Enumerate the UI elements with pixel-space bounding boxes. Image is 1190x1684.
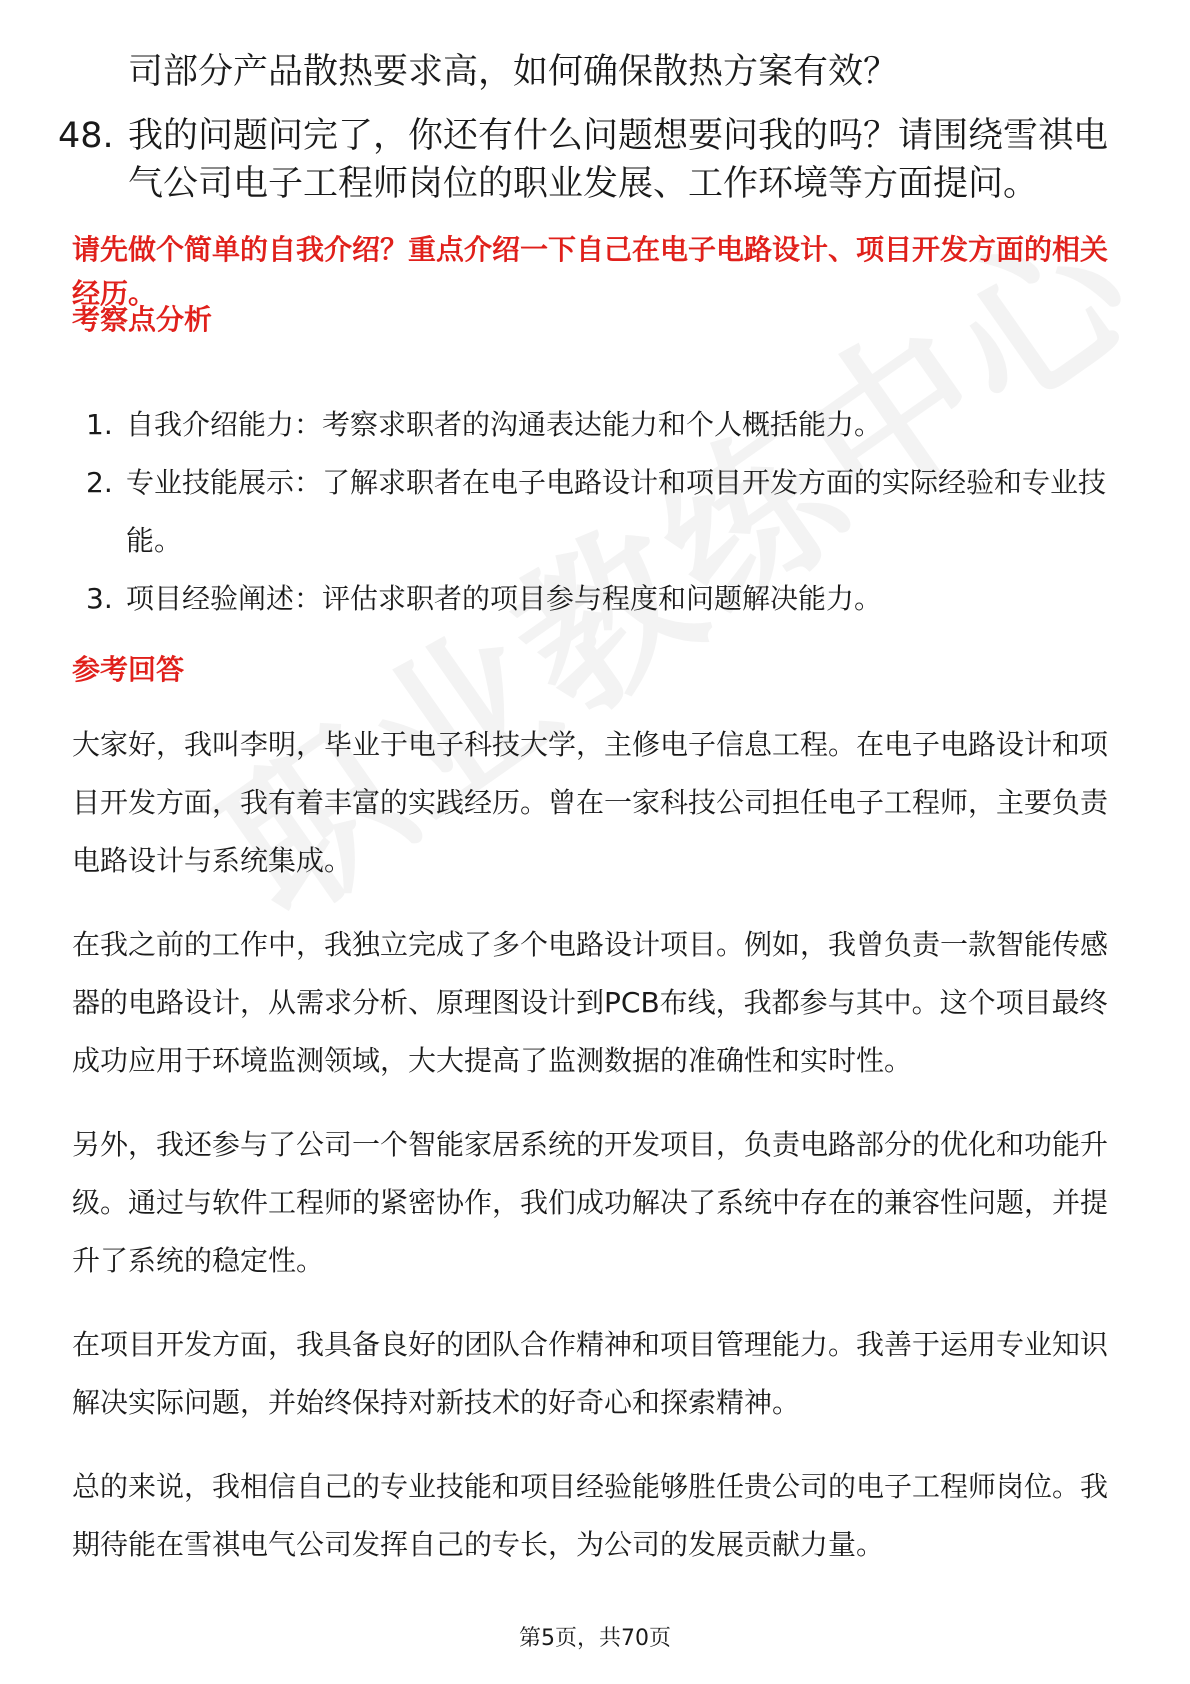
list-item [72,396,1122,454]
list-item-number: 2. [86,466,113,499]
list-item-number: 3. [86,582,113,615]
answer-paragraph: 另外，我还参与了公司一个智能家居系统的开发项目，负责电路部分的优化和功能升级。通过与软件工程师的紧密协作，我们成功解决了系统中存在的兼容性问题，并提升了系统的稳定性。 [72,1128,1109,1277]
page-number: 第5页，共70页 [519,1626,671,1651]
answer-paragraph: 总的来说，我相信自己的专业技能和项目经验能够胜任贵公司的电子工程师岗位。我期待能在雪祺电气公司发挥自己的专长，为公司的发展贡献力量。 [72,1470,1109,1561]
answer-heading: 参考回答 [72,653,185,686]
list-item-text: 项目经验阐述：评估求职者的项目参与程度和问题解决能力。 [126,582,883,615]
list-item [72,454,1122,570]
question-title: 请先做个简单的自我介绍？重点介绍一下自己在电子电路设计、项目开发方面的相关经历。 [72,233,1109,310]
question-47-continuation: 司部分产品散热要求高，如何确保散热方案有效？ [128,52,899,92]
list-item [72,570,1122,628]
question-text: 我的问题问完了，你还有什么问题想要问我的吗？请围绕雪祺电气公司电子工程师岗位的职业发展、工作环境等方面提问。 [128,116,1109,204]
analysis-list [72,396,1122,628]
list-item-number: 1. [86,408,113,441]
list-item-text: 专业技能展示：了解求职者在电子电路设计和项目开发方面的实际经验和专业技能。 [126,466,1107,557]
list-item-text: 自我介绍能力：考察求职者的沟通表达能力和个人概括能力。 [126,408,883,441]
question-number: 48. [58,116,114,156]
answer-paragraph: 在我之前的工作中，我独立完成了多个电路设计项目。例如，我曾负责一款智能传感器的电路设计，从需求分析、原理图设计到PCB布线，我都参与其中。这个项目最终成功应用于环境监测领域，大大提高了监测数据的准确性和实时性。 [72,928,1109,1077]
answer-paragraph: 在项目开发方面，我具备良好的团队合作精神和项目管理能力。我善于运用专业知识解决实际问题，并始终保持对新技术的好奇心和探索精神。 [72,1328,1109,1419]
analysis-heading: 考察点分析 [72,303,213,336]
answer-paragraph: 大家好，我叫李明，毕业于电子科技大学，主修电子信息工程。在电子电路设计和项目开发方面，我有着丰富的实践经历。曾在一家科技公司担任电子工程师，主要负责电路设计与系统集成。 [72,728,1109,877]
